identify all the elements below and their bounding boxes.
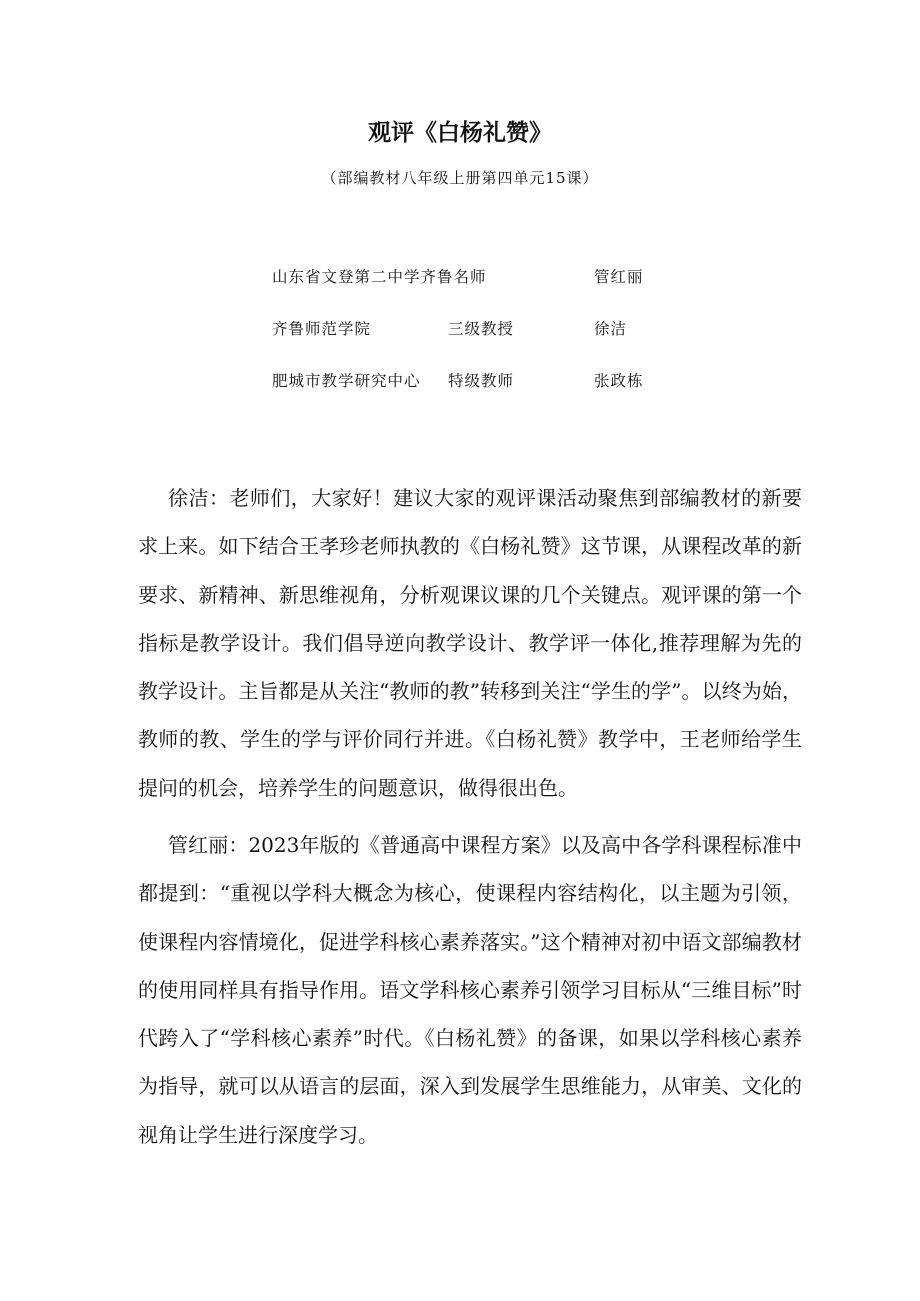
document-title: 观评《白杨礼赞》 <box>368 120 552 146</box>
author-rank: 三级教授 <box>448 320 515 338</box>
author-name: 管红丽 <box>594 268 644 286</box>
author-row <box>272 265 692 317</box>
author-rank: 特级教师 <box>448 372 515 390</box>
document-subtitle: （部编教材八年级上册第四单元15课） <box>321 169 599 187</box>
author-list <box>272 265 692 421</box>
body-paragraph: 徐洁：老师们，大家好！建议大家的观评课活动聚焦到部编教材的新要求上来。如下结合王孝珍老师执教的《白杨礼赞》这节课，从课程改革的新要求、新精神、新思维视角，分析观课议课的几个关键点。观评课的第一个指标是教学设计。我们倡导逆向教学设计、教学评一体化,推荐理解为先的教学设计。主旨都是从关注“教师的教”转移到关注“学生的学”。以终为始，教师的教、学生的学与评价同行并进。《白杨礼赞》教学中，王老师给学生提问的机会，培养学生的问题意识，做得很出色。 <box>138 486 802 800</box>
author-org: 肥城市教学研究中心 <box>272 372 421 390</box>
author-row <box>272 369 692 421</box>
author-row <box>272 317 692 369</box>
body-paragraph: 管红丽：2023年版的《普通高中课程方案》以及高中各学科课程标准中都提到：“重视以学科大概念为核心，使课程内容结构化，以主题为引领，使课程内容情境化，促进学科核心素养落实。”这个精神对初中语文部编教材的使用同样具有指导作用。语文学科核心素养引领学习目标从“三维目标”时代跨入了“学科核心素养”时代。《白杨礼赞》的备课，如果以学科核心素养为指导，就可以从语言的层面，深入到发展学生思维能力，从审美、文化的视角让学生进行深度学习。 <box>138 833 802 1147</box>
author-name: 徐洁 <box>594 320 628 338</box>
author-org: 山东省文登第二中学齐鲁名师 <box>272 268 487 286</box>
author-name: 张政栋 <box>594 372 644 390</box>
author-org: 齐鲁师范学院 <box>272 320 372 338</box>
